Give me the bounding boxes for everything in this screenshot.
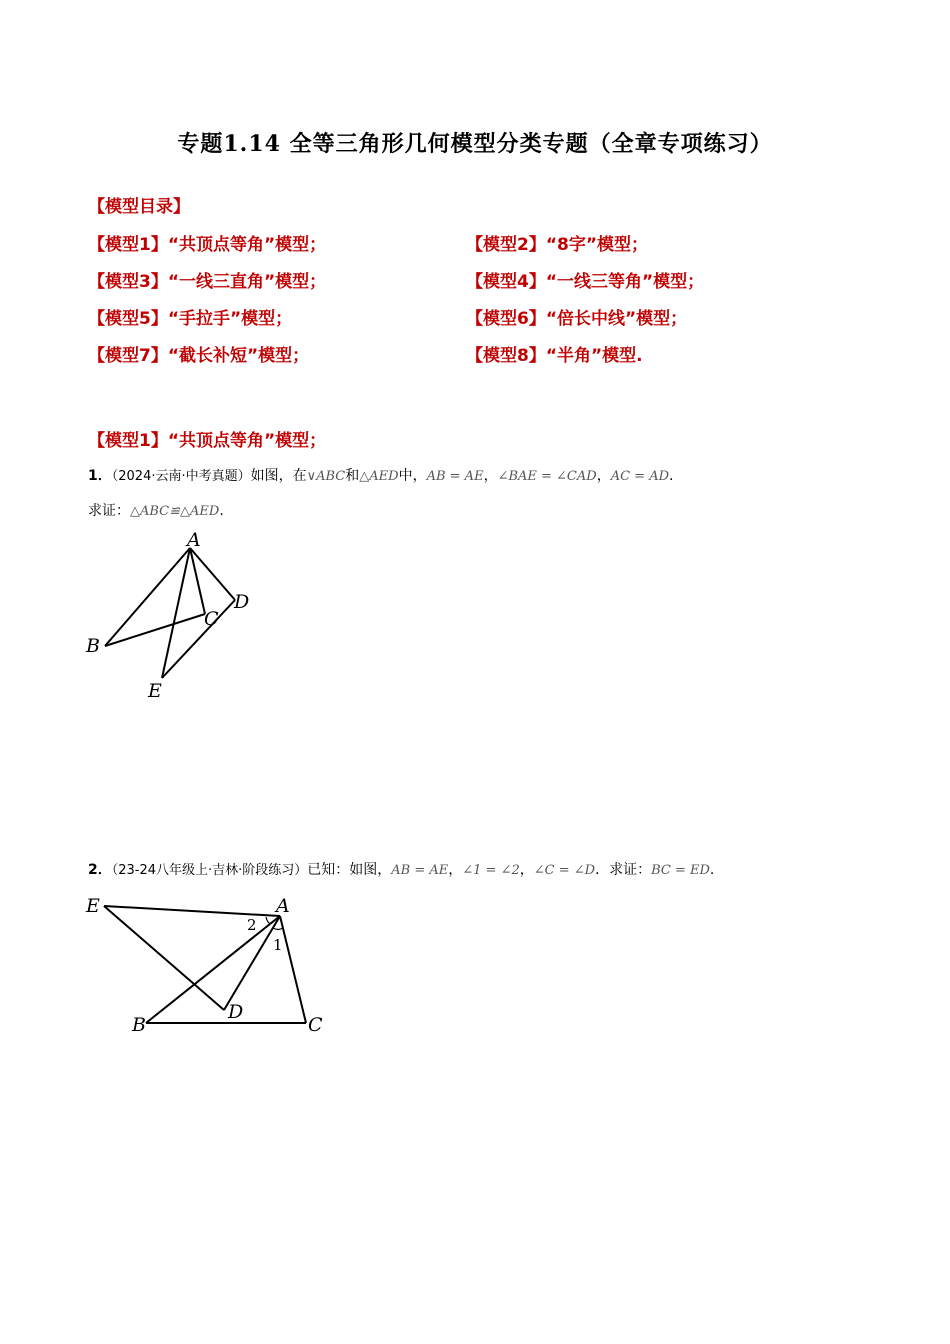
toc-item-model-4: 【模型4】“一线三等角”模型； [466,272,705,292]
math-expression: AB = AE [426,469,484,484]
math-expression: AB = AE [391,863,449,878]
segment-ea [104,906,280,916]
math-expression: ∨ABC [306,469,346,484]
problem-text: 已知：如图， [307,862,392,878]
document-title: 专题1.14 全等三角形几何模型分类专题（全章专项练习） [177,131,773,157]
segment-ba [146,916,280,1023]
point-label-d: D [234,591,250,613]
angle-arc-1 [273,928,283,930]
point-label-c: C [308,1014,323,1036]
math-expression: ∠C = ∠D [533,863,596,878]
math-expression: △ABC≌△AED [130,504,220,519]
problem-2-figure [80,890,340,1040]
problem-number: 1． [88,468,112,484]
problem-text: 中， [398,468,427,484]
point-label-d: D [228,1001,244,1023]
point-label-e: E [148,680,162,702]
point-label-c: C [204,608,219,630]
point-label-a: A [276,895,290,917]
angle-label-2: 2 [247,916,257,934]
problem-text: ．求证： [595,862,652,878]
point-label-a: A [187,530,201,551]
problem-1-statement [88,465,673,485]
problem-text: . [709,862,715,878]
problem-1-figure [80,530,280,705]
section-heading-model-1: 【模型1】“共顶点等角”模型； [88,431,327,451]
toc-item-model-3: 【模型3】“一线三直角”模型； [88,272,327,292]
problem-number: 2． [88,862,112,878]
math-expression: △AED [359,469,399,484]
toc-heading: 【模型目录】 [88,197,190,217]
problem-text: ， [596,468,611,484]
problem-source: （2024·云南·中考真题） [111,469,251,484]
toc-item-model-8: 【模型8】“半角”模型. [466,346,643,366]
point-label-b: B [132,1014,146,1036]
point-label-b: B [86,635,100,657]
angle-label-1: 1 [273,936,283,954]
toc-item-model-6: 【模型6】“倍长中线”模型； [466,309,688,329]
segment-ab [105,548,190,646]
problem-text: 和 [345,468,360,484]
segment-ed [162,600,235,678]
toc-item-model-2: 【模型2】“8字”模型； [466,235,649,255]
problem-2-statement [88,859,714,879]
point-label-e: E [86,895,100,917]
prove-label: 求证： [88,503,130,519]
problem-text: . [219,503,224,519]
math-expression: BC = ED [651,863,710,878]
problem-text: . [669,468,674,484]
segment-ed [104,906,224,1010]
problem-text: ， [483,468,498,484]
math-expression: ∠BAE = ∠CAD [497,469,597,484]
segment-ae [162,548,190,678]
problem-text: ， [448,862,463,878]
problem-1-prove [88,500,224,520]
problem-text: 如图，在 [250,468,307,484]
problem-text: ， [519,862,534,878]
math-expression: ∠1 = ∠2 [462,863,520,878]
toc-item-model-1: 【模型1】“共顶点等角”模型； [88,235,327,255]
math-expression: AC = AD [610,469,670,484]
segment-ac [280,916,306,1023]
toc-item-model-5: 【模型5】“手拉手”模型； [88,309,293,329]
toc-item-model-7: 【模型7】“截长补短”模型； [88,346,310,366]
problem-source: （23-24八年级上·吉林·阶段练习） [111,863,308,878]
